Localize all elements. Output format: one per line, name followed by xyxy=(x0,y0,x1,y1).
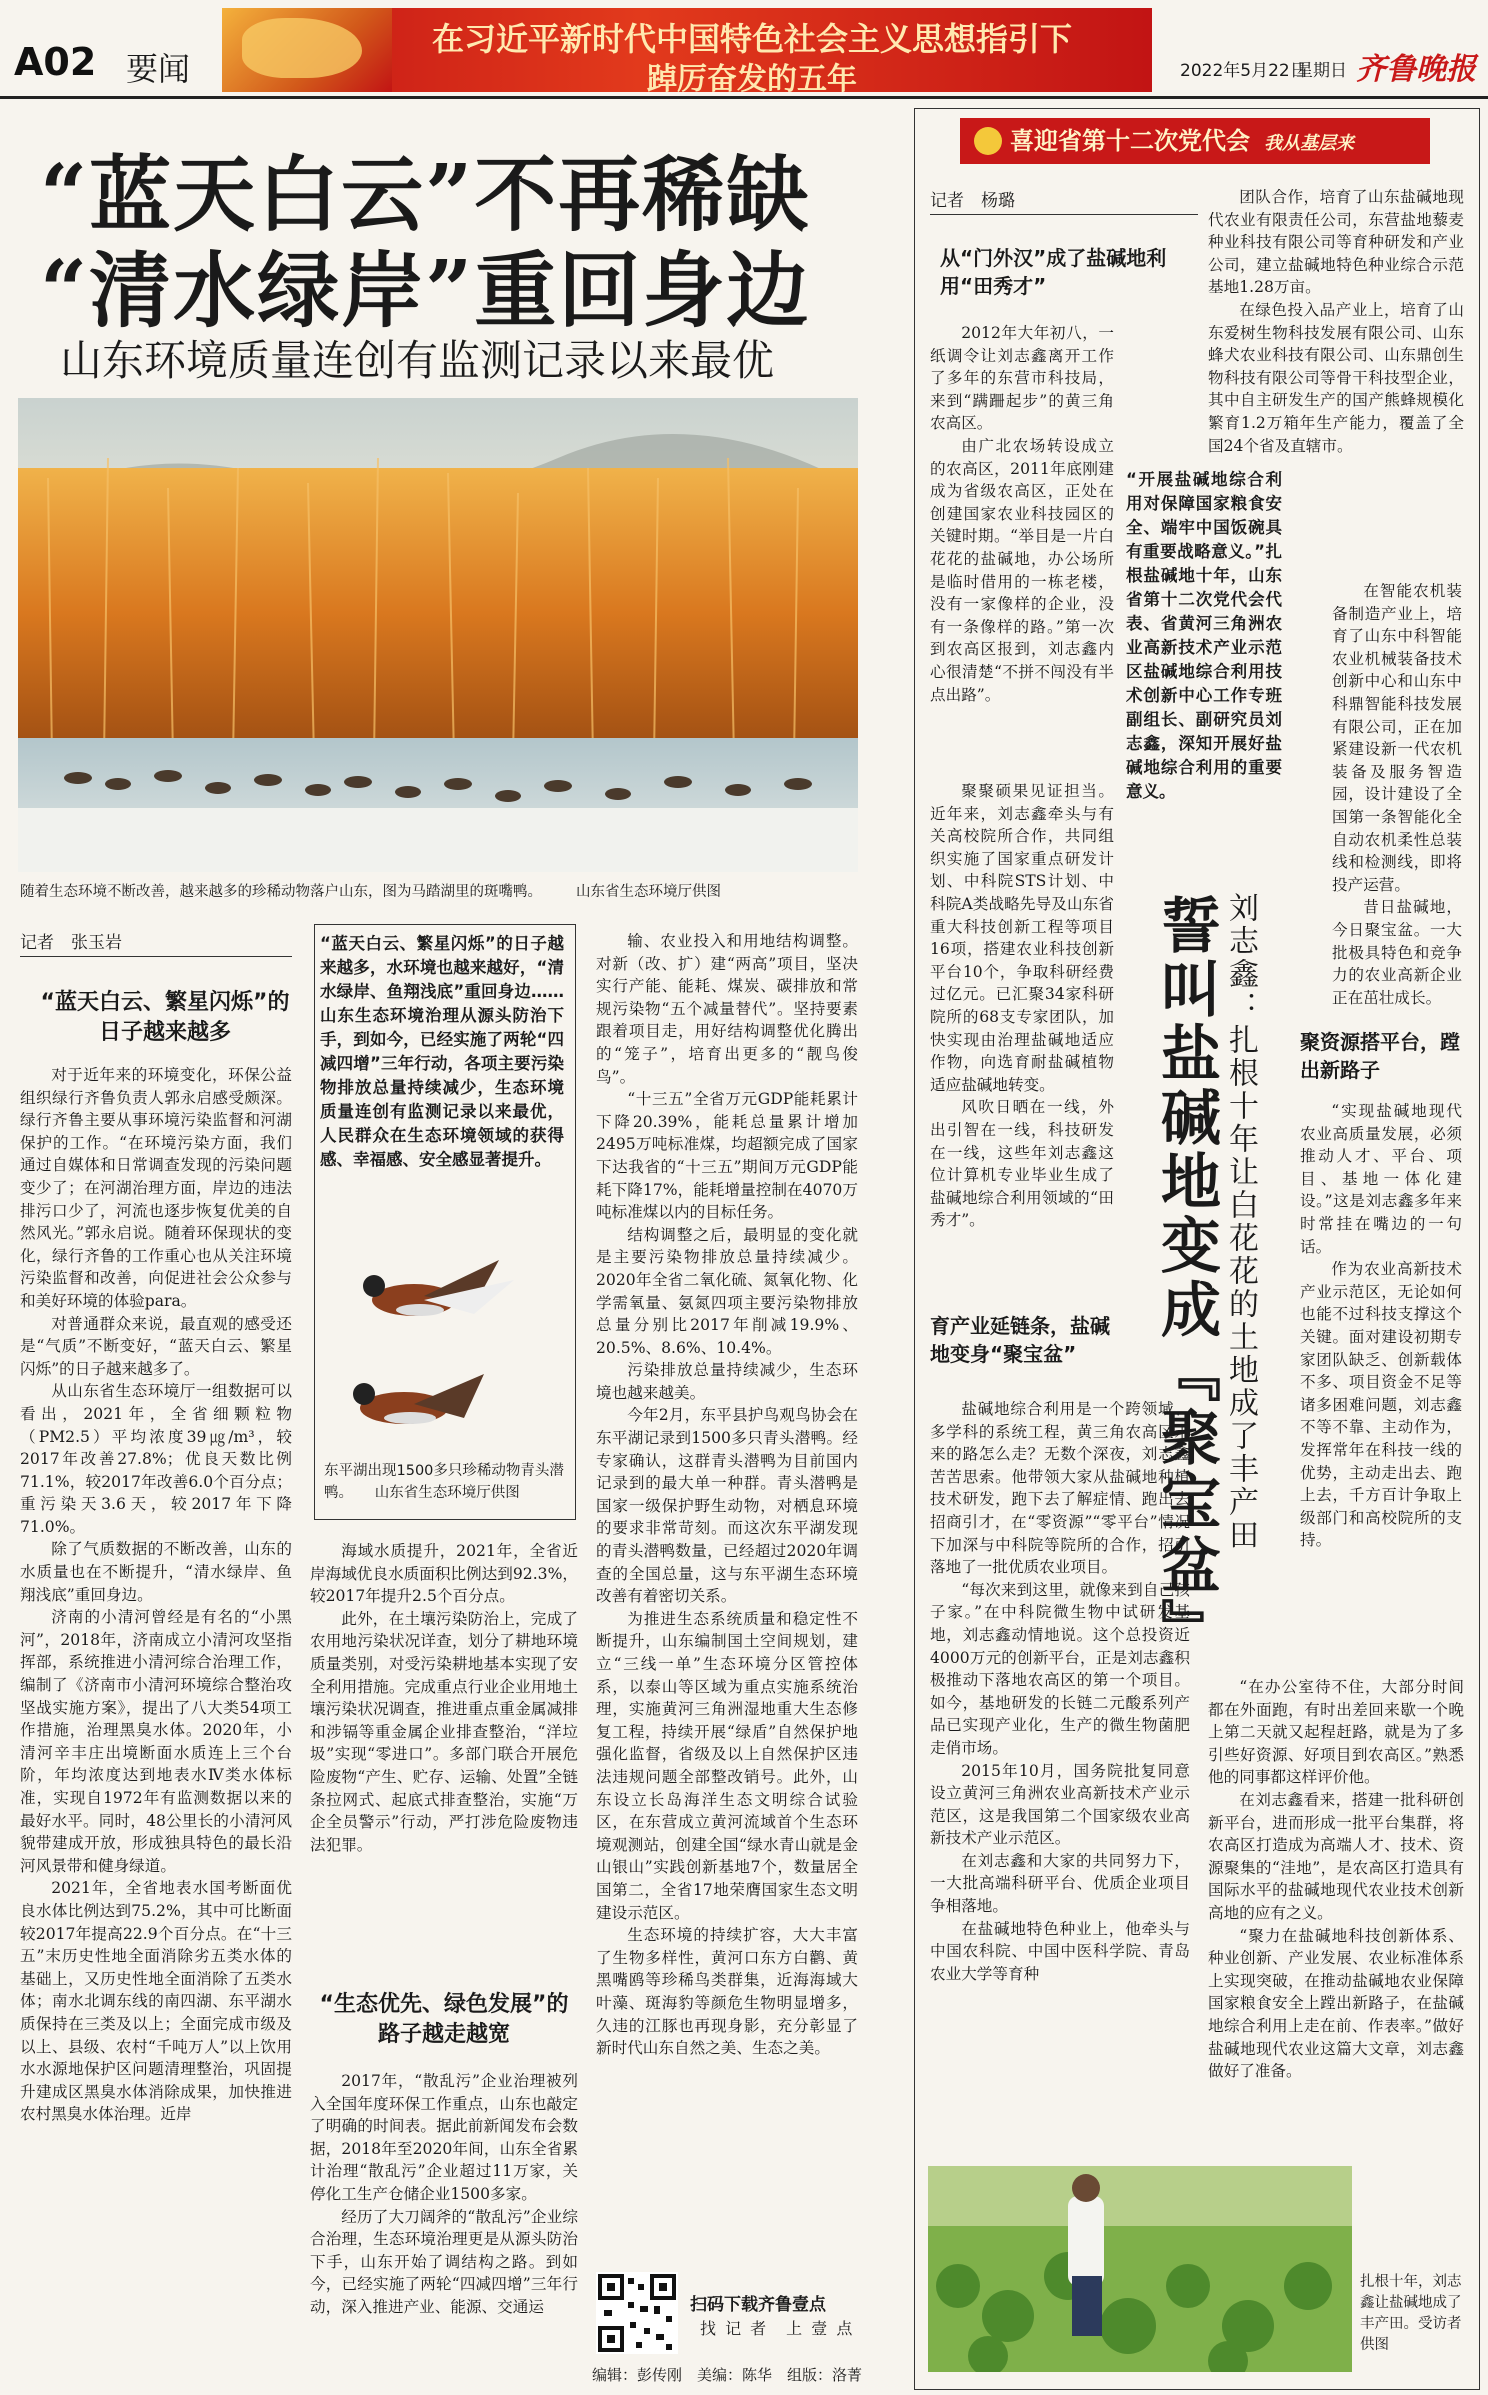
feature-colA-mid xyxy=(930,780,1114,1232)
feature-para: 聚聚硕果见证担当。近年来，刘志鑫牵头与有关高校院所合作，共同组织实施了国家重点研发计划、中科院STS计划、中科院A类战略先导及山东省重大科技创新工程等项目16项，搭建农业科技创新平台10个，争取科研经费过亿元。已汇聚34家科研院所的68支专家团队，加快实现由治理盐碱地适应作物，向选育耐盐碱植物适应盐碱地转变。 xyxy=(930,782,1114,1094)
col1-para: 对于近年来的环境变化，环保公益组织绿行齐鲁负责人郭永启感受颇深。绿行齐鲁主要从事环境污染监督和河湖保护的工作。“在环境污染方面，我们通过自媒体和日常调查发现的污染问题变少了；在河湖治理方面，岸边的违法排污口少了，河流也逐步恢复优美的自然风光。”郭永启说。随着环保现状的变化，绿行齐鲁的工作重心也从关注环境污染监督和改善，向促进社会公众参与和美好环境的体验para。 xyxy=(20,1066,292,1310)
feature-para: 在刘志鑫看来，搭建一批科研创新平台，进而形成一批平台集群，将农高区打造成为高端人才、技术、资源聚集的“洼地”，是农高区打造具有国际水平的盐碱地现代农业技术创新高地的应有之义。 xyxy=(1208,1790,1464,1922)
subheadline: 山东环境质量连创有监测记录以来最优 xyxy=(60,336,775,385)
article-byline: 记者 张玉岩 xyxy=(20,928,292,957)
col2-para: 经历了大刀阔斧的“散乱污”企业综合治理，生态环境治理更是从源头防治下手，山东开始了调结构之路。到如今，已经实施了两轮“四减四增”三年行动，深入推进产业、能源、交通运 xyxy=(310,2207,578,2316)
farm-caption: 扎根十年，刘志鑫让盐碱地成了丰产田。受访者供图 xyxy=(1360,2274,1462,2353)
col3-para: 为推进生态系统质量和稳定性不断提升，山东编制国土空间规划，建立“三线一单”生态环境分区管控体系，以泰山等区域为重点实施系统治理，实施黄河三角洲湿地重大生态修复工程，持续开展“绿盾”自然保护地强化监督，省级及以上自然保护区违法违规问题全部整改销号。此外，山东设立长岛海洋生态文明综合试验区，在东营成立黄河流域首个生态环境观测站，创建全国“绿水青山就是金山银山”实践创新基地7个，数量居全国第二，全省17地荣膺国家生态文明建设示范区。 xyxy=(596,1609,858,1922)
headline-line1: “蓝天白云”不再稀缺 xyxy=(40,147,811,243)
farm-photo xyxy=(928,2166,1352,2372)
col2-para: 2017年，“散乱污”企业治理被列入全国年度环保工作重点，山东也敲定了明确的时间表。据此前新闻发布会数据，2018年至2020年间，山东全省累计治理“散乱污”企业超过11万家，关停化工生产仓储企业1500多家。 xyxy=(310,2072,578,2203)
qr-caption-line2: 找 记 者 上 壹 点 xyxy=(700,2319,855,2338)
col3-para: 今年2月，东平县护鸟观鸟协会在东平湖记录到1500多只青头潜鸭。经专家确认，这群青头潜鸭为目前国内记录到的最大单一种群。青头潜鸭是国家一级保护野生动物，对栖息环境的要求非常苛刻。而这次东平湖发现的青头潜鸭数量，已经超过2020年调查的全国总量，这与东平湖生态环境改善有着密切关系。 xyxy=(596,1406,858,1606)
feature-subhead1: 从“门外汉”成了盐碱地利用“田秀才” xyxy=(940,246,1167,298)
col1-body xyxy=(20,1064,292,2126)
feature-colA-top xyxy=(930,322,1114,706)
party-congress-banner xyxy=(960,118,1430,164)
newspaper-logo: 齐鲁晚报 xyxy=(1356,52,1476,87)
ducks-caption: 东平湖出现1500多只珍稀动物青头潜鸭。 山东省生态环境厅供图 xyxy=(324,1463,564,1501)
feature-para: 由广北农场转设成立的农高区，2011年底刚建成为省级农高区，正处在创建国家农业科技园区的关键时期。“举目是一片白花花的盐碱地，办公场所是临时借用的一栋老楼，没有一家像样的企业，没有一条像样的路。”第一次到农高区报到，刘志鑫内心很清楚“不拼不闯没有半点出路”。 xyxy=(930,436,1114,704)
col2-subhead: “生态优先、绿色发展”的路子越走越宽 xyxy=(319,1992,569,2047)
page-code: A02 xyxy=(14,40,97,84)
banner-tag: 我从基层来 xyxy=(1264,133,1354,154)
section-name: 要闻 xyxy=(126,50,191,88)
feature-para: 2015年10月，国务院批复同意设立黄河三角洲农业高新技术产业示范区，这是我国第二个国家级农业高新技术产业示范区。 xyxy=(930,1761,1190,1848)
feature-para: 在绿色投入品产业上，培育了山东爱树生物科技发展有限公司、山东蜂犬农业科技有限公司、山东鼎创生物科技有限公司等骨干科技型企业，其中自主研发生产的国产熊蜂规模化繁育1.2万箱年生产能力，覆盖了全国24个省及直辖市。 xyxy=(1208,300,1464,455)
feature-para: “实现盐碱地现代农业高质量发展，必须推动人才、平台、项目、基地一体化建设。”这是刘志鑫多年来时常挂在嘴边的一句话。 xyxy=(1300,1102,1462,1256)
theme-banner xyxy=(222,8,1152,92)
feature-para: 作为农业高新技术产业示范区，无论如何也能不过科技支撑这个关键。面对建设初期专家团队缺乏、创新载体不多、项目资金不足等诸多困难问题，刘志鑫不等不靠、主动作为，发挥常年在科技一线的优势，主动走出去、跑上去，千方百计争取上级部门和高校院所的支持。 xyxy=(1300,1260,1462,1550)
feature-para: 昔日盐碱地，今日聚宝盆。一大批极具特色和竞争力的农业高新企业正在茁壮成长。 xyxy=(1332,898,1462,1007)
col1-para: 济南的小清河曾经是有名的“小黑河”，2018年，济南成立小清河攻坚指挥部，系统推进小清河综合治理工作，编制了《济南市小清河环境综合整治攻坚战实施方案》，提出了八大类54项工作措施，治理黑臭水体。2020年，小清河辛丰庄出境断面水质连上三个台阶，年均浓度达到地表水Ⅳ类水体标准，实现自1972年有监测数据以来的最好水平。同时，48公里长的小清河风貌带建成开放，形成独具特色的最长沿河风景带和健身绿道。 xyxy=(20,1608,292,1875)
col3-body xyxy=(596,930,858,2060)
feature-para: “每次来到这里，就像来到自己孩子家。”在中科院微生物中试研发基地，刘志鑫动情地说。这个总投资近4000万元的创新平台，正是刘志鑫积极推动下落地农高区的第一个项目。如今，基地研发的长链二元酸系列产品已实现产业化，生产的微生物菌肥走俏市场。 xyxy=(930,1580,1190,1757)
issue-date: 2022年5月22日 xyxy=(1180,61,1307,81)
banner-line2: 踔厉奋发的五年 xyxy=(647,62,857,92)
feature-colC-b xyxy=(1300,1100,1462,1552)
banner-map-graphic xyxy=(222,8,392,92)
photo-caption: 随着生态环境不断改善，越来越多的珍稀动物落户山东，图为马踏湖里的斑嘴鸭。 xyxy=(20,884,542,900)
feature-para: “在办公室待不住，大部分时间都在外面跑，有时出差回来歇一个晚上第二天就又起程赶路，就是为了多引些好资源、好项目到农高区。”熟悉他的同事都这样评价他。 xyxy=(1208,1678,1464,1787)
col3-para: 污染排放总量持续减少，生态环境也越来越美。 xyxy=(596,1361,858,1402)
feature-para: “聚力在盐碱地科技创新体系、种业创新、产业发展、农业标准体系上实现突破，在推动盐碱地农业保障国家粮食安全上蹚出新路子，在盐碱地综合利用上走在前、作表率。”做好盐碱地现代农业这篇大文章，刘志鑫做好了准备。 xyxy=(1208,1926,1464,2081)
col3-para: 输、农业投入和用地结构调整。对新（改、扩）建“两高”项目，坚决实行产能、能耗、煤炭、碳排放和常规污染物“五个减量替代”。坚持要素跟着项目走，用好结构调整优化腾出的“笼子”，培育出更多的“靓鸟俊鸟”。 xyxy=(596,932,858,1086)
issue-weekday: 星期日 xyxy=(1296,61,1347,81)
col2-body-b xyxy=(310,2070,578,2319)
col3-para: 生态环境的持续扩容，大大丰富了生物多样性，黄河口东方白鹳、黄黑嘴鸥等珍稀鸟类群集，近海海域大叶藻、斑海豹等颜危生物明显增多，久违的江豚也再现身影，充分彰显了新时代山东自然之美、生态之美。 xyxy=(596,1926,858,2058)
feature-pull-quote: “开展盐碱地综合利用对保障国家粮食安全、端牢中国饭碗具有重要战略意义。”扎根盐碱地十年，山东省第十二次党代会代表、省黄河三角洲农业高新技术产业示范区盐碱地综合利用技术创新中心工作专班副组长、副研究员刘志鑫，深知开展好盐碱地综合利用的重要意义。 xyxy=(1126,470,1282,801)
party-emblem-icon xyxy=(974,127,1002,155)
col3-para: “十三五”全省万元GDP能耗累计下降20.39%，能耗总量累计增加2495万吨标准煤，均超额完成了国家下达我省的“十三五”期间万元GDP能耗下降17%，能耗增量控制在4070万吨标准煤以内的目标任务。 xyxy=(596,1090,858,1222)
feature-colC xyxy=(1332,580,1462,1009)
feature-subhead3: 聚资源搭平台，蹚出新路子 xyxy=(1300,1030,1460,1082)
qr-code[interactable] xyxy=(596,2272,678,2354)
feature-para: 在智能农机装备制造产业上，培育了山东中科智能农业机械装备技术创新中心和山东中科鼎智能科技发展有限公司，正在加紧建设新一代农机装备及服务智造园，设计建设了全国第一条智能化全自动农机柔性总装线和检测线，即将投产运营。 xyxy=(1332,582,1462,894)
feature-byline: 记者 杨璐 xyxy=(930,186,1198,215)
wetland-photo xyxy=(18,398,858,872)
feature-para: 团队合作，培育了山东盐碱地现代农业有限责任公司，东营盐地藜麦种业科技有限公司等育种研发和产业公司，建立盐碱地特色种业综合示范基地1.28万亩。 xyxy=(1208,188,1464,297)
feature-para: 风吹日晒在一线，外出引智在一线，科技研发在一线，这些年刘志鑫这位计算机专业毕业生成了盐碱地综合利用领域的“田秀才”。 xyxy=(930,1098,1114,1230)
feature-para: 2012年大年初八，一纸调令让刘志鑫离开工作了多年的东营市科技局，来到“蹒跚起步”的黄三角农高区。 xyxy=(930,324,1114,433)
col3-para: 结构调整之后，最明显的变化就是主要污染物排放总量持续减少。2020年全省二氧化硫、氮氧化物、化学需氧量、氨氮四项主要污染物排放总量分别比2017年削减19.9%、20.5%、8.6%、10.4%。 xyxy=(596,1225,858,1357)
feature-headline: 誓叫盐碱地变成『聚宝盆』 xyxy=(1151,894,1221,1662)
feature-para: 在刘志鑫和大家的共同努力下，一大批高端科研平台、优质企业项目争相落地。 xyxy=(930,1851,1190,1916)
col1-para: 从山东省生态环境厅一组数据可以看出，2021年，全省细颗粒物（PM2.5）平均浓度39㎍/m³，较2017年改善27.8%；优良天数比例71.1%，较2017年改善6.0个百分点；重污染天3.6天，较2017年下降71.0%。 xyxy=(20,1382,292,1536)
col1-subhead: “蓝天白云、繁星闪烁”的日子越来越多 xyxy=(40,990,290,1045)
col2-para: 海域水质提升，2021年，全省近岸海域优良水质面积比例达到92.3%，较2017年提升2.5个百分点。 xyxy=(310,1542,578,1606)
feature-para: 盐碱地综合利用是一个跨领域、多学科的系统工程，黄三角农高区未来的路怎么走？无数个深夜，刘志鑫苦苦思索。他带领大家从盐碱地种植技术研发，跑下去了解症情、跑出去招商引才，在“零资源”“零平台”情况下加深与中科院等院所的合作，招引落地了一批优质农业项目。 xyxy=(930,1400,1190,1577)
col1-para: 除了气质数据的不断改善，山东的水质量也在不断提升，“清水绿岸、鱼翔浅底”重回身边。 xyxy=(20,1540,292,1604)
banner-line1: 在习近平新时代中国特色社会主义思想指引下 xyxy=(431,20,1072,58)
photo-credit: 山东省生态环境厅供图 xyxy=(576,884,721,900)
headline-line2: “清水绿岸”重回身边 xyxy=(40,243,811,339)
feature-para: 在盐碱地特色种业上，他牵头与中国农科院、中国中医科学院、青岛农业大学等育种 xyxy=(930,1919,1190,1983)
feature-colB-top xyxy=(1208,186,1464,457)
header-rule xyxy=(0,96,1488,99)
col2-para: 此外，在土壤污染防治上，完成了农用地污染状况详查，划分了耕地环境质量类别，对受污染耕地基本实现了安全利用措施。完成重点行业企业用地土壤污染状况调查，推进重点重金属减排和涉镉等重金属企业排查整治，“洋垃圾”实现“零进口”。多部门联合开展危险废物“产生、贮存、运输、处置”全链条拉网式、起底式排查整治，实施“万企全员警示”行动，严打涉危险废物违法犯罪。 xyxy=(310,1609,578,1854)
feature-subhead2: 育产业延链条，盐碱地变身“聚宝盆” xyxy=(930,1314,1110,1366)
ducks-illustration xyxy=(324,1240,566,1450)
banner-title: 喜迎省第十二次党代会 xyxy=(1010,127,1250,155)
col1-para: 对普通群众来说，最直观的感受还是“气质”不断变好，“蓝天白云、繁星闪烁”的日子越来越多了。 xyxy=(20,1314,292,1378)
col1-para: 2021年，全省地表水国考断面优良水体比例达到75.2%，其中可比断面较2017年提高22.9个百分点。在“十三五”末历史性地全面消除劣五类水体的基础上，又历史性地全面消除了五类水体；南水北调东线的南四湖、东平湖水质保持在三类及以上；全面完成市级及以上、县级、农村“千吨万人”以上饮用水水源地保护区问题清理整治，巩固提升建成区黑臭水体消除成果，加快推进农村黑臭水体治理。近岸 xyxy=(20,1879,292,2124)
feature-colBC-bottom xyxy=(1208,1676,1464,2083)
qr-caption-line1: 扫码下载齐鲁壹点 xyxy=(690,2295,826,2315)
col2-body xyxy=(310,1540,578,1856)
editor-credits: 编辑：彭传刚 美编：陈华 组版：洛菁 xyxy=(592,2366,863,2384)
feature-subheadline: 刘志鑫：扎根十年让白花花的土地成了丰产田 xyxy=(1223,892,1258,1552)
quote-box-text: “蓝天白云、繁星闪烁”的日子越来越多，水环境也越来越好，“清水绿岸、鱼翔浅底”重回身边……山东生态环境治理从源头防治下手，到如今，已经实施了两轮“四减四增”三年行动，各项主要污染物排放总量持续减少，生态环境质量连创有监测记录以来最优，人民群众在生态环境领域的获得感、幸福感、安全感显著提升。 xyxy=(320,934,564,1169)
